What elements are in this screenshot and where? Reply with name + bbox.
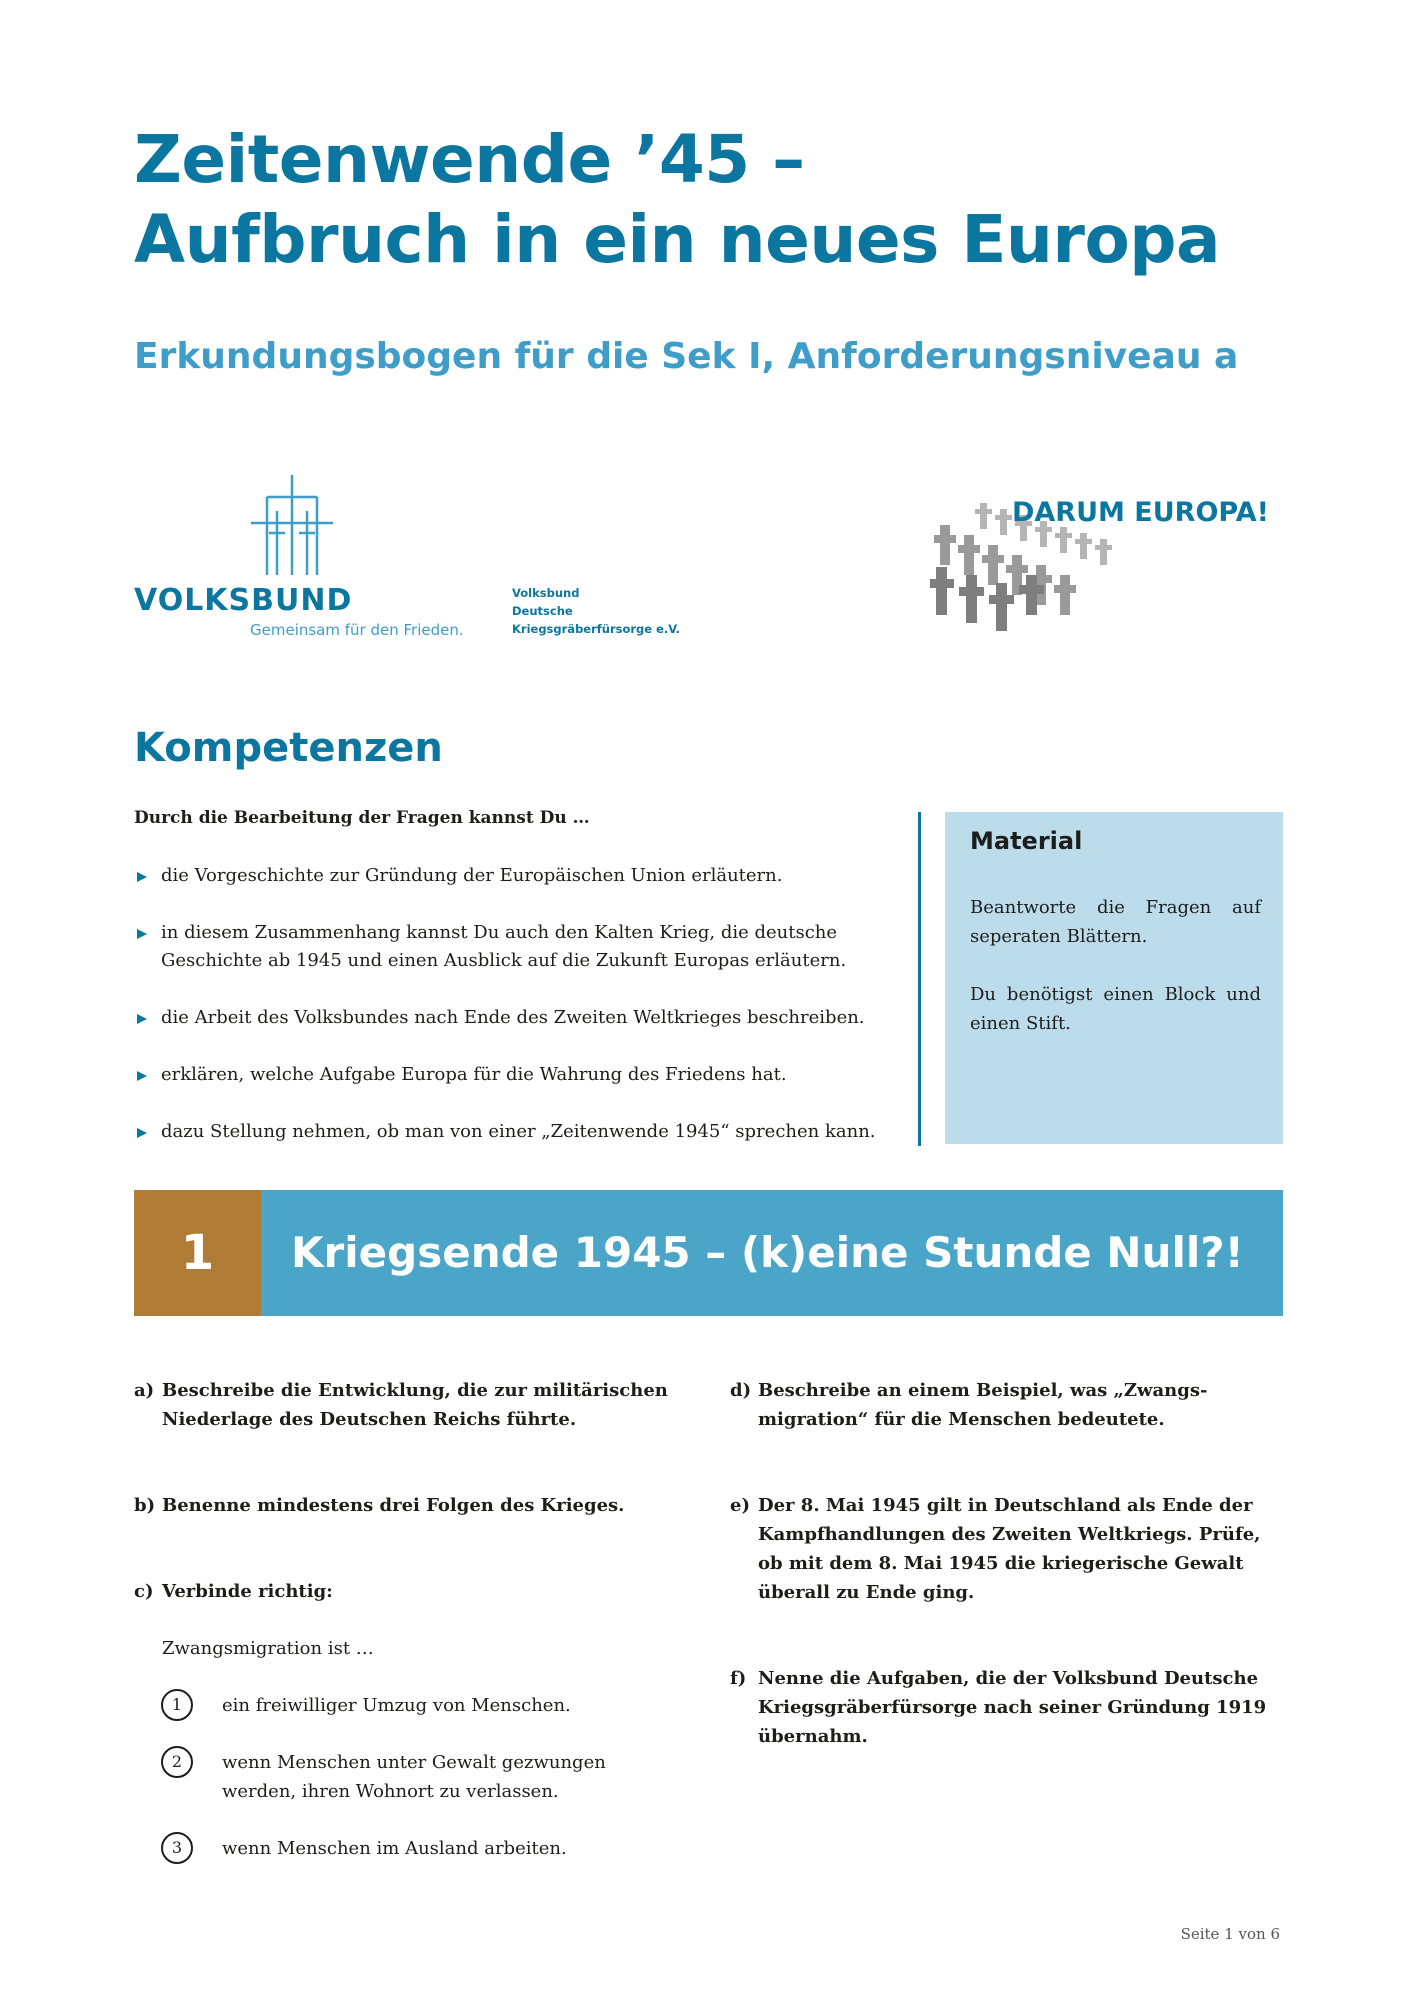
question-text: Verbinde richtig: [162,1581,333,1602]
document-subtitle: Erkundungsbogen für die Sek I, Anforderungsniveau a [134,336,1239,377]
section-title: Kriegsende 1945 – (k)eine Stunde Null?! [291,1228,1244,1277]
option-3 [134,1834,654,1863]
question-b [134,1491,694,1520]
question-label: c) [134,1581,154,1602]
question-text: Benenne mindestens drei Folgen des Krieges. [162,1495,625,1516]
material-text-2: Du benötigst einen Block und einen Stift. [970,984,1261,1034]
question-c-intro: Zwangsmigration ist … [162,1638,374,1659]
material-box [945,812,1283,1144]
option-1 [134,1691,654,1720]
question-text: Der 8. Mai 1945 gilt in Deutschland als Ende der Kampfhandlungen des Zweiten Weltkriegs. Prüfe, ob mit dem 8. Mai 1945 die kriegerische Gewalt überall zu Ende ging. [758,1495,1261,1603]
option-number: 3 [161,1832,193,1864]
list-item: die Arbeit des Volksbundes nach Ende des Zweiten Weltkrieges beschreiben. [134,1004,904,1032]
page-number: Seite 1 von 6 [1180,1925,1280,1943]
question-f [730,1664,1290,1751]
section-header [134,1190,1283,1316]
option-number: 2 [161,1746,193,1778]
option-text: wenn Menschen im Ausland arbeiten. [222,1838,567,1859]
org-line-1: Volksbund [512,586,580,600]
crosses-icon [247,475,337,575]
material-title: Material [970,827,1083,855]
question-label: a) [134,1380,155,1401]
org-line-2: Deutsche [512,604,573,618]
option-text: ein freiwilliger Umzug von Menschen. [222,1695,571,1716]
title-line-1: Zeitenwende ’45 – [134,121,805,198]
question-label: e) [730,1495,750,1516]
campaign-title: DARUM EUROPA! [1012,497,1269,528]
question-e [730,1491,1290,1607]
questions-right-column [730,1376,1290,1751]
volksbund-logo [134,475,474,645]
document-title [134,120,1284,280]
question-label: f) [730,1668,747,1689]
section-number: 1 [134,1190,261,1316]
question-label: d) [730,1380,752,1401]
list-item: erklären, welche Aufgabe Europa für die Wahrung des Friedens hat. [134,1061,904,1089]
question-d [730,1376,1290,1434]
question-text: Beschreibe die Entwicklung, die zur militärischen Niederlage des Deutschen Reichs führte. [162,1380,668,1430]
volksbund-wordmark: VOLKSBUND [134,583,353,618]
question-text: Beschreibe an einem Beispiel, was „Zwangs-migration“ für die Menschen bedeutete. [758,1380,1208,1430]
volksbund-tagline: Gemeinsam für den Frieden. [250,621,464,639]
divider [918,812,921,1146]
list-item: in diesem Zusammenhang kannst Du auch den Kalten Krieg, die deutsche Geschichte ab 1945 und einen Ausblick auf die Zukunft Europas erläutern. [134,919,904,975]
question-c [134,1577,694,1606]
organization-name [512,584,680,638]
org-line-3: Kriegsgräberfürsorge e.V. [512,622,681,636]
kompetenzen-intro: Durch die Bearbeitung der Fragen kannst Du … [134,808,590,828]
list-item: dazu Stellung nehmen, ob man von einer „Zeitenwende 1945“ sprechen kann. [134,1118,904,1146]
question-a [134,1376,694,1434]
title-line-2: Aufbruch in ein neues Europa [134,201,1221,278]
kompetenzen-heading: Kompetenzen [134,725,443,771]
kompetenzen-list [134,862,904,1175]
material-text-1: Beantworte die Fragen auf seperaten Blättern. [970,897,1261,947]
option-2 [134,1748,654,1806]
questions-left-column [134,1376,694,1863]
option-text: wenn Menschen unter Gewalt gezwungen werden, ihren Wohnort zu verlassen. [222,1752,606,1802]
option-number: 1 [161,1689,193,1721]
question-text: Nenne die Aufgaben, die der Volksbund Deutsche Kriegsgräberfürsorge nach seiner Gründung 1919 übernahm. [758,1668,1267,1747]
list-item: die Vorgeschichte zur Gründung der Europäischen Union erläutern. [134,862,904,890]
question-label: b) [134,1495,156,1516]
